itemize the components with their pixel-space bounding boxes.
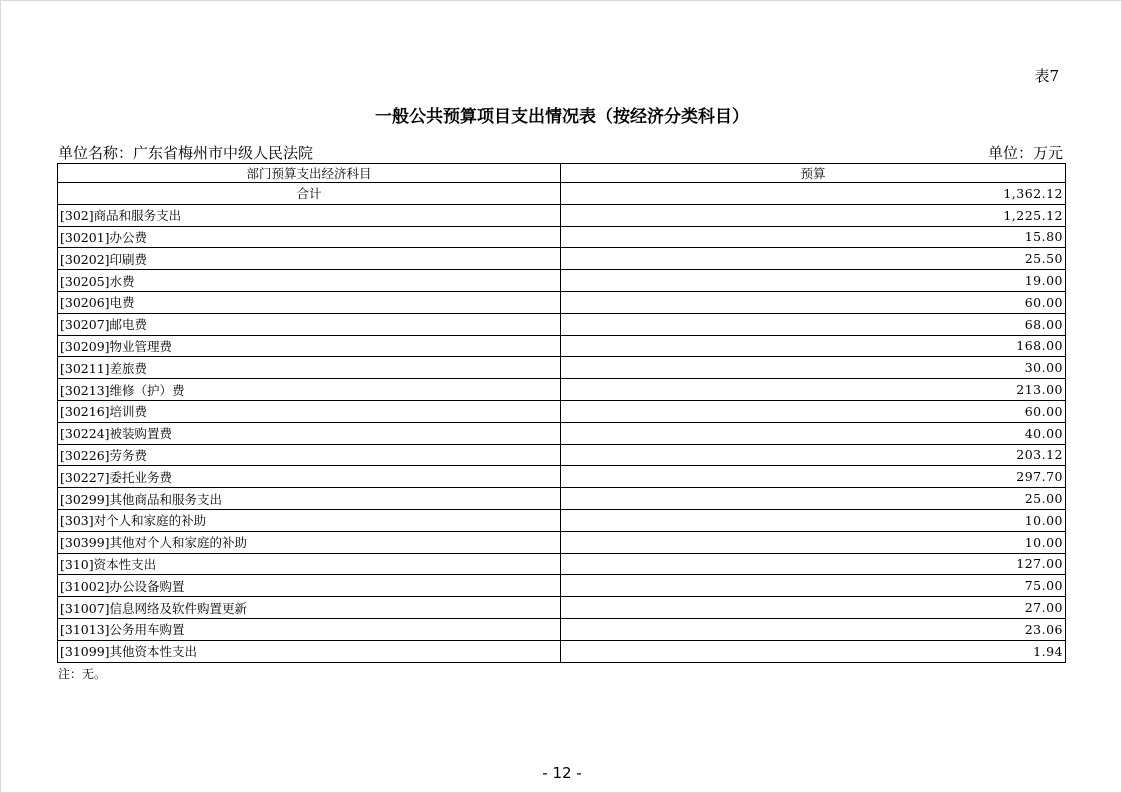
row-subject: [30202]印刷费: [58, 248, 561, 270]
table-row: [58, 313, 1066, 335]
row-value: 25.00: [561, 488, 1066, 510]
table-row: [58, 531, 1066, 553]
budget-table: [57, 163, 1066, 663]
row-value: 1.94: [561, 640, 1066, 662]
table-row: [58, 357, 1066, 379]
row-value: 30.00: [561, 357, 1066, 379]
row-value: 75.00: [561, 575, 1066, 597]
table-row: [58, 183, 1066, 205]
row-subject: [31013]公务用车购置: [58, 618, 561, 640]
table-row: [58, 509, 1066, 531]
row-value: 19.00: [561, 270, 1066, 292]
row-subject: [31002]办公设备购置: [58, 575, 561, 597]
table-body: [58, 183, 1066, 663]
table-row: [58, 291, 1066, 313]
row-value: 60.00: [561, 291, 1066, 313]
row-subject: [30227]委托业务费: [58, 466, 561, 488]
table-row: [58, 597, 1066, 619]
row-value: 27.00: [561, 597, 1066, 619]
row-subject: [30399]其他对个人和家庭的补助: [58, 531, 561, 553]
page-title: 一般公共预算项目支出情况表（按经济分类科目）: [375, 107, 749, 127]
footnote: 注：无。: [58, 667, 107, 681]
table-row: [58, 488, 1066, 510]
row-subject: [30226]劳务费: [58, 444, 561, 466]
table-row: [58, 575, 1066, 597]
row-value: 60.00: [561, 400, 1066, 422]
header-subject: 部门预算支出经济科目: [58, 164, 561, 183]
table-row: [58, 335, 1066, 357]
table-row: [58, 270, 1066, 292]
table-row: [58, 248, 1066, 270]
row-subject: [30213]维修（护）费: [58, 379, 561, 401]
row-subject: [30299]其他商品和服务支出: [58, 488, 561, 510]
row-value: 15.80: [561, 226, 1066, 248]
row-subject: [310]资本性支出: [58, 553, 561, 575]
row-subject: [31007]信息网络及软件购置更新: [58, 597, 561, 619]
row-value: 297.70: [561, 466, 1066, 488]
row-value: 10.00: [561, 531, 1066, 553]
row-value: 213.00: [561, 379, 1066, 401]
unit-name: 单位名称：广东省梅州市中级人民法院: [58, 144, 314, 162]
row-subject: [30209]物业管理费: [58, 335, 561, 357]
row-subject: [30206]电费: [58, 291, 561, 313]
table-row: [58, 226, 1066, 248]
table-row: [58, 400, 1066, 422]
row-subject: [302]商品和服务支出: [58, 204, 561, 226]
row-subject: [30201]办公费: [58, 226, 561, 248]
row-subject: 合计: [58, 183, 561, 205]
row-subject: [30216]培训费: [58, 400, 561, 422]
row-value: 1,362.12: [561, 183, 1066, 205]
row-subject: [30211]差旅费: [58, 357, 561, 379]
row-value: 40.00: [561, 422, 1066, 444]
row-subject: [31099]其他资本性支出: [58, 640, 561, 662]
table-number: 表7: [1034, 67, 1059, 85]
header-budget: 预算: [561, 164, 1066, 183]
row-subject: [303]对个人和家庭的补助: [58, 509, 561, 531]
row-value: 68.00: [561, 313, 1066, 335]
table-row: [58, 379, 1066, 401]
row-subject: [30205]水费: [58, 270, 561, 292]
table-row: [58, 204, 1066, 226]
row-value: 168.00: [561, 335, 1066, 357]
row-value: 1,225.12: [561, 204, 1066, 226]
row-value: 10.00: [561, 509, 1066, 531]
table-row: [58, 444, 1066, 466]
table-row: [58, 422, 1066, 444]
row-value: 203.12: [561, 444, 1066, 466]
table-header-row: [58, 164, 1066, 183]
row-subject: [30207]邮电费: [58, 313, 561, 335]
row-value: 23.06: [561, 618, 1066, 640]
row-subject: [30224]被装购置费: [58, 422, 561, 444]
table-row: [58, 466, 1066, 488]
unit-label: 单位：万元: [987, 144, 1063, 162]
row-value: 25.50: [561, 248, 1066, 270]
table-row: [58, 640, 1066, 662]
table-row: [58, 618, 1066, 640]
page-number: - 12 -: [542, 764, 582, 782]
table-row: [58, 553, 1066, 575]
row-value: 127.00: [561, 553, 1066, 575]
